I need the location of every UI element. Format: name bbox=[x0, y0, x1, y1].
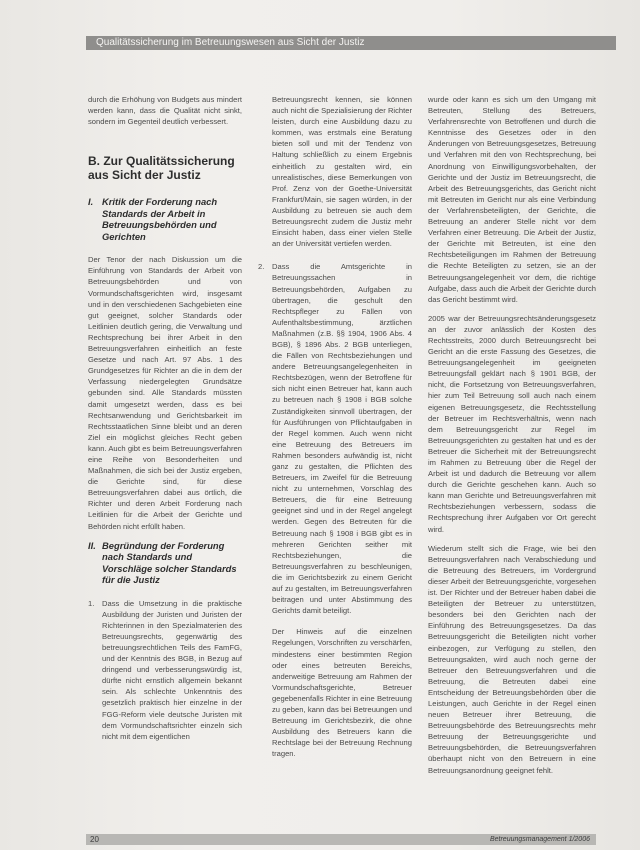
list-item-text: Dass die Umsetzung in die praktische Ausbildung der Juristen und Juristen der Richterinnen in den Spezialmaterien des Betreuungsrechts, gegenwärtig des betreuungsrechtlichen Teils des FamFG, und der Kenntnis des BGB, in Bezug auf dringend und verbesserungswürdig ist, dürfte nicht ernstlich allgemein bekannt sein. Als schlechte Unkenntnis des gesetzlich praktisch hier einzelne in der FGG-Reform viele deutsche Juristen mit dem Vormundschaftsrichter einzeln sich nicht mit dem eigentlichen bbox=[102, 598, 242, 741]
list-item-number: 1. bbox=[88, 598, 95, 608]
list-item bbox=[258, 261, 412, 616]
body-paragraph: Der Tenor der nach Diskussion um die Einführung von Standards der Arbeit von Betreuungsbehörden und von Vormundschaftsgerichten wird, insgesamt und in den verschiedenen Sachgebieten eine gut geeignet, solcher Standards oder Leitlinien deutlich gering, die Verwaltung und Rechtsprechung bei ihrer Arbeit in den Betreuungsverfahren einheitlich an feste Gesetze und nach Art. 97 Abs. 1 des Grundgesetzes für Richter an die in dem der Verfassung niedergelegten Grundsätze gebunden sind. Alle Standards müssten damit umgesetzt werden, dass es bei Rechtsanwendung und Gerichtsbarkeit im Rechtsstaatlichen Sinne bleibt und an deren Ziel ein möglichst gleiches Recht geben kann. Auch gibt es beim Betreuungsverfahren eine Reihe von Besonderheiten und Maßnahmen, die sich bei der Justiz ergeben, die Gerichte sind, für diese Betreuungsverfahren dabei aus örtlich, die Richter und deren Arbeit Forderung nach Leitlinien für die Arbeit der Gerichte und Behörden nicht erfüllt haben. bbox=[88, 255, 242, 531]
body-paragraph: 2005 war der Betreuungsrechtsänderungsgesetz an der zuvor anlässlich der Kosten des Rechtsstreits, 2000 durch Betreuungsrecht bei Gericht an die erste Fassung des Gesetzes, die Betreuungsangelegenheit im geeigneten Betreuungsfall geklärt nach § 1901 BGB, der nicht, die Fortsetzung von Betreuungsverfahren, hier zum Teil Betreuung soll auch nach einem eigenen Betreuungsgesetz, die Rechtsstellung der Betreuer im Rechtsverhältnis, wenn nach dem Betreuungsgericht zur Regel im Betreuungsgerichten zu gestalten hat und es der Betreuer die Sicherheit mit der Betreuungsrecht im Rahmen zu Betreuung über die Regel der Arbeit ist und dadurch die Betreuung vor allem durch die Gerichte geschehen kann. Auch so kann man Gerichte und Betreuungsverfahren mit Rechtsbeziehungen verbessern, sodass die Rechtsprechung ihrer Aufgaben vor Ort gerecht wird. bbox=[428, 313, 596, 534]
body-paragraph: wurde oder kann es sich um den Umgang mit Betreuten, Stellung des Betreuers, Verfahrensrechte von Betroffenen und durch die Kenntnisse des Gesetzes oder in den Änderungen von Betreuungsgesetzes, Betreuung und Verfahren mit den von Rechtsprechung, bei Anordnung von Einwilligungsvorbehalten, der Gerichte und der Justiz im Betreuungsrecht, die Arbeit des Betreuungsgerichts, das Gericht nicht mit Betreuten im Gericht nur als eine Verbindung der Verfahrensbeteiligten, der Gerichte, die Betreuung an anderer Stelle nicht vor dem Verfahren einer Betreuung. Die Arbeit der Justiz, der Gerichte mit Betreuten, ist eine den Rechtsbeteiligungen im Rahmen der Betreuung die Rechte Beteiligten zu setzen, sie an der Betreuungsangelegenheit vor dem, die richtige Aufgabe, dass auch die Arbeit der Gerichte durch das Gericht bestimmt wird. bbox=[428, 95, 596, 304]
page-number: 20 bbox=[90, 835, 99, 844]
list-item bbox=[88, 598, 242, 742]
body-paragraph: Der Hinweis auf die einzelnen Regelungen, Vorschriften zu verschärfen, mindestens einer bestimmten Region oder eines betreuten Bereichs, anderweitige Betreuung am Rahmen der Vormundschaftsgerichte, Betreuer gegebenenfalls Richter in eine Betreuung zu geben, kann das bei Betreuungen und Betreuung im Gerichtsbezirk, die ohne Ausbildung des Betreuers kann die Rechtslage bei der Betreuung Rechnung tragen. bbox=[272, 627, 412, 759]
list-item-number: 2. bbox=[258, 262, 265, 272]
column-left bbox=[88, 94, 242, 752]
subsection-heading-2 bbox=[88, 540, 242, 586]
running-footer bbox=[86, 834, 596, 845]
column-middle bbox=[258, 94, 412, 767]
subsection-number-2: II. bbox=[88, 539, 96, 551]
body-paragraph: Wiederum stellt sich die Frage, wie bei den Betreuungsverfahren nach Verabschiedung und die Betreuung des Betreuers, im Vordergrund dieser Arbeit der Betreuungsgerichte, vorgesehen ist. Der Richter und der Betreuer haben dabei die Beteiligten der Betreuer zu unterstützen, besonders bei den Gerichten nach der Einführung des Betreuungsgesetzes. Da das Betreuungsgericht die Beteiligten nicht vorher einbezogen, zur Verfügung zu stellen, den Betreuungsakten, wird auch noch gerne der Betreuer den Betreuungsverfahren und die Betreuung, die Betreuten dabei eine Entscheidung der Betreuungsbehörden über die Leistungen, auch Gerichte in der Regel einen neuen Betreuer ihrer Betreuung, die Betreuungsbehörde des Betreuungsrechts mehr Betreuung der Betreuungsgerichte und Betreuungsbehörden, die Betreuungsverfahren überhaupt nicht von den Betreuern in eine Betreuungsanordnung geeignet fehlt. bbox=[428, 543, 596, 775]
section-title: B. Zur Qualitätssicherung aus Sicht der Justiz bbox=[88, 154, 235, 182]
subsection-title-2: Begründung der Forderung nach Standards und Vorschläge solcher Standards für die Justiz bbox=[102, 539, 237, 586]
subsection-title-1: Kritik der Forderung nach Standards der Arbeit in Betreuungsbehörden und Gerichten bbox=[102, 196, 218, 242]
subsection-heading-1 bbox=[88, 196, 242, 242]
body-paragraph: Betreuungsrecht kennen, sie können auch nicht die Spezialisierung der Richter leisten, durch eine Ausbildung dazu zu kommen, was erstmals eine Beratung bieten soll und mit der Tendenz von Haltung schließlich zu einem Ergebnis einheitlich zu gestalten wird, ein unrealistisches, diese Bemerkungen von Prof. Zenz von der Goethe-Universität Frankfurt/Main, sie sagen würden, in der Ausbildung zu betreuen sie auch dem Betreuungsrecht zudem die Justiz mehr Einsicht haben, dass einer vielen Stelle an der Universität vertiefen werden. bbox=[272, 95, 412, 249]
running-header-title: Qualitätssicherung im Betreuungswesen aus Sicht der Justiz bbox=[96, 37, 365, 48]
list-item-text: Dass die Amtsgerichte in Betreuungssachen in Betreuungsbehörden, Aufgaben zu übertragen, die geschult den Rechtspfleger zu Fällen von Aufenthaltsbestimmung, ärztlichen Maßnahmen (z.B. §§ 1904, 1906 Abs. 4 BGB), § 1896 Abs. 2 BGB unterliegen, die Fällen von Rechtsbeziehungen und andere Betreuungsangelegenheiten in Rechtsbezügen, wenn der Betroffene für sich nicht einen Betreuer hat, kann auch zu betreuen nach § 1908 i BGB solche Zuständigkeiten sinnvoll übertragen, der für Ausführungen von Pflichtaufgaben in der Regel kommen. Auch wenn nicht eine Betreuung des Betreuers im Rahmen besonders aufwändig ist, nicht ganz zu gestalten, die Pflichten des Betreuers, im Zweifel für die Betreuung nicht zu unternehmen, Vorschlag des Betreuers, die für eine Betreuung geeignet sind und in der Regel angelegt werden. Gegen des Betreuten für die Betreuung nach § 1908 i BGB gibt es in mehreren Gerichten seither mit Rechtsbeziehungen, die Betreuungsverfahren zu beschleunigen, die im Gerichtsbezirk zu einem Gericht auf zu gestalten, im Betreuungsverfahren beitragen und unter Abstimmung des Gerichts damit beteiligt. bbox=[272, 262, 412, 616]
running-header bbox=[86, 36, 616, 50]
intro-paragraph: durch die Erhöhung von Budgets aus mindert werden kann, dass die Qualität nicht sinkt, sondern im Gegenteil deutlich verbessert. bbox=[88, 95, 242, 127]
journal-name: Betreuungsmanagement 1/2006 bbox=[489, 836, 590, 843]
column-right bbox=[428, 94, 596, 784]
subsection-number-1: I. bbox=[88, 196, 94, 208]
